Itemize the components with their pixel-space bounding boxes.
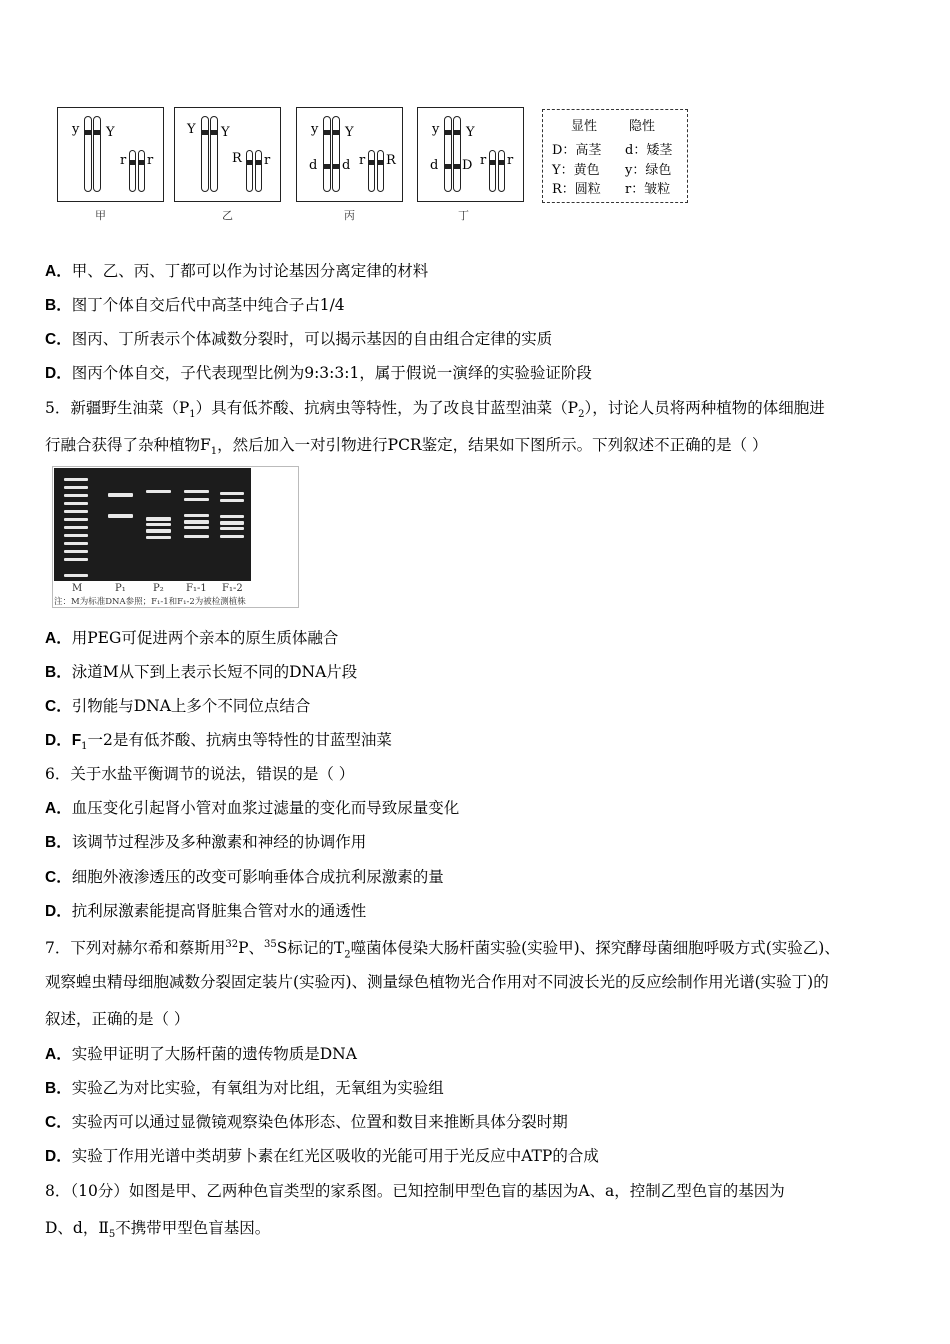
option-text: 图丙个体自交，子代表现型比例为9:3:3:1，属于假说一演绎的实验验证阶段: [71, 364, 592, 382]
option-text: 用PEG可促进两个亲本的原生质体融合: [71, 629, 339, 647]
legend-item: d：矮茎: [625, 143, 673, 158]
legend-item: Y：黄色: [552, 163, 600, 178]
q7-stem-line1: 7．下列对赫尔希和蔡斯用$^{32}$P、$^{35}$S标记的$T_2$噬菌体侵染大肠杆菌实验(实验甲)、探究酵母菌细胞呼吸方式(实验乙)、: [45, 939, 840, 961]
q4-option-c: C．图丙、丁所表示个体减数分裂时，可以揭示基因的自由组合定律的实质: [45, 330, 553, 348]
gene-label: Y: [466, 125, 475, 140]
q7-stem-line2: 观察蝗虫精母细胞减数分裂固定装片(实验丙)、测量绿色植物光合作用对不同波长光的反应绘制作用光谱(实验丁)的: [45, 973, 829, 991]
gene-label: Y: [106, 125, 115, 140]
legend-item: r：皱粒: [625, 182, 671, 197]
q7-option-c: C．实验丙可以通过显微镜观察染色体形态、位置和数目来推断具体分裂时期: [45, 1113, 568, 1131]
figure-caption-bing: 丙: [344, 209, 355, 222]
gene-label: r: [507, 153, 514, 168]
q7-option-d: D．实验丁作用光谱中类胡萝卜素在红光区吸收的光能可用于光反应中ATP的合成: [45, 1147, 599, 1165]
gene-label: d: [309, 158, 318, 173]
legend-item: R：圆粒: [552, 182, 601, 197]
gel-lane-label: F₁-1: [186, 583, 207, 594]
q8-stem-line1: 8．（10分）如图是甲、乙两种色盲类型的家系图。已知控制甲型色盲的基因为A、a，控制乙型色盲的基因为: [45, 1182, 785, 1200]
gene-label: y: [72, 122, 80, 137]
chromosome-box-jia: [57, 107, 164, 202]
q7-stem-line3: 叙述，正确的是（ ）: [45, 1010, 190, 1028]
option-text: 实验甲证明了大肠杆菌的遗传物质是DNA: [71, 1045, 357, 1063]
gene-label: r: [120, 153, 127, 168]
gene-label: D: [462, 158, 473, 173]
q6-stem: 6．关于水盐平衡调节的说法，错误的是（ ）: [45, 765, 355, 783]
gene-label: d: [342, 158, 351, 173]
legend-dominant-header: 显性: [571, 119, 598, 134]
gel-note: 注：M为标准DNA参照；F₁-1和F₁-2为被检测植株: [54, 597, 246, 607]
gene-label: R: [386, 153, 396, 168]
pcr-gel-figure: [52, 466, 299, 608]
option-text: 引物能与DNA上多个不同位点结合: [71, 697, 311, 715]
gene-label: y: [432, 122, 440, 137]
chromosome-box-yi: [174, 107, 281, 202]
q7-option-a: A．实验甲证明了大肠杆菌的遗传物质是DNA: [45, 1045, 357, 1063]
figure-caption-ding: 丁: [458, 209, 469, 222]
q5-option-d: D．$F_1$一2是有低芥酸、抗病虫等特性的甘蓝型油菜: [45, 731, 392, 753]
chromosome-box-ding: [417, 107, 524, 202]
gene-label: r: [480, 153, 487, 168]
gene-label: y: [311, 122, 319, 137]
gel-image: [54, 468, 251, 581]
gene-legend: [542, 109, 688, 203]
figure-caption-jia: 甲: [95, 209, 106, 222]
gene-label: R: [232, 151, 242, 166]
q5-option-a: A．用PEG可促进两个亲本的原生质体融合: [45, 629, 339, 647]
option-text: 图丁个体自交后代中高茎中纯合子占1/4: [71, 296, 345, 314]
gene-label: d: [430, 158, 439, 173]
gene-label: Y: [345, 125, 354, 140]
option-text: 泳道M从下到上表示长短不同的DNA片段: [71, 663, 358, 681]
option-text: 实验丙可以通过显微镜观察染色体形态、位置和数目来推断具体分裂时期: [71, 1113, 568, 1131]
option-text: 抗利尿激素能提高肾脏集合管对水的通透性: [71, 902, 367, 920]
gene-label: Y: [221, 125, 230, 140]
option-text: 实验丁作用光谱中类胡萝卜素在红光区吸收的光能可用于光反应中ATP的合成: [71, 1147, 599, 1165]
gene-label: r: [359, 153, 366, 168]
option-text: 细胞外液渗透压的改变可影响垂体合成抗利尿激素的量: [71, 868, 444, 886]
q8-stem-line2: D、d，$Ⅱ_5$不携带甲型色盲基因。: [45, 1219, 271, 1241]
q6-option-d: D．抗利尿激素能提高肾脏集合管对水的通透性: [45, 902, 367, 920]
chromosome-box-bing: [296, 107, 403, 202]
option-text: 甲、乙、丙、丁都可以作为讨论基因分离定律的材料: [71, 262, 429, 280]
option-text: 图丙、丁所表示个体减数分裂时，可以揭示基因的自由组合定律的实质: [71, 330, 553, 348]
gene-label: r: [264, 153, 271, 168]
q5-option-c: C．引物能与DNA上多个不同位点结合: [45, 697, 311, 715]
q6-option-a: A．血压变化引起肾小管对血浆过滤量的变化而导致尿量变化: [45, 799, 460, 817]
legend-item: D：高茎: [552, 143, 602, 158]
gene-label: r: [147, 153, 154, 168]
q5-option-b: B．泳道M从下到上表示长短不同的DNA片段: [45, 663, 358, 681]
q7-option-b: B．实验乙为对比实验，有氧组为对比组，无氧组为实验组: [45, 1079, 444, 1097]
q4-option-b: B．图丁个体自交后代中高茎中纯合子占1/4: [45, 296, 345, 314]
gel-lane-label: M: [72, 583, 83, 594]
legend-item: y：绿色: [625, 163, 672, 178]
q4-option-a: A．甲、乙、丙、丁都可以作为讨论基因分离定律的材料: [45, 262, 429, 280]
option-text: 实验乙为对比实验，有氧组为对比组，无氧组为实验组: [71, 1079, 444, 1097]
figure-caption-yi: 乙: [222, 209, 233, 222]
gel-lane-label: F₁-2: [222, 583, 243, 594]
q5-stem-line1: 5．新疆野生油菜$(P_1)$具有低芥酸、抗病虫等特性，为了改良甘蓝型油菜$(P_2)$，讨论人员将两种植物的体细胞进: [45, 399, 825, 421]
q4-option-d: D．图丙个体自交，子代表现型比例为9:3:3:1，属于假说一演绎的实验验证阶段: [45, 364, 592, 382]
option-text: 该调节过程涉及多种激素和神经的协调作用: [71, 833, 367, 851]
q6-option-c: C．细胞外液渗透压的改变可影响垂体合成抗利尿激素的量: [45, 868, 444, 886]
q5-stem-line2: 行融合获得了杂种植物$F_1$，然后加入一对引物进行PCR鉴定，结果如下图所示。下列叙述不正确的是（ ）: [45, 436, 768, 458]
gel-lane-label: P₁: [115, 583, 126, 594]
q6-option-b: B．该调节过程涉及多种激素和神经的协调作用: [45, 833, 367, 851]
legend-recessive-header: 隐性: [629, 119, 656, 134]
gel-lane-label: P₂: [153, 583, 164, 594]
gene-label: Y: [187, 122, 196, 137]
option-text: 血压变化引起肾小管对血浆过滤量的变化而导致尿量变化: [71, 799, 460, 817]
